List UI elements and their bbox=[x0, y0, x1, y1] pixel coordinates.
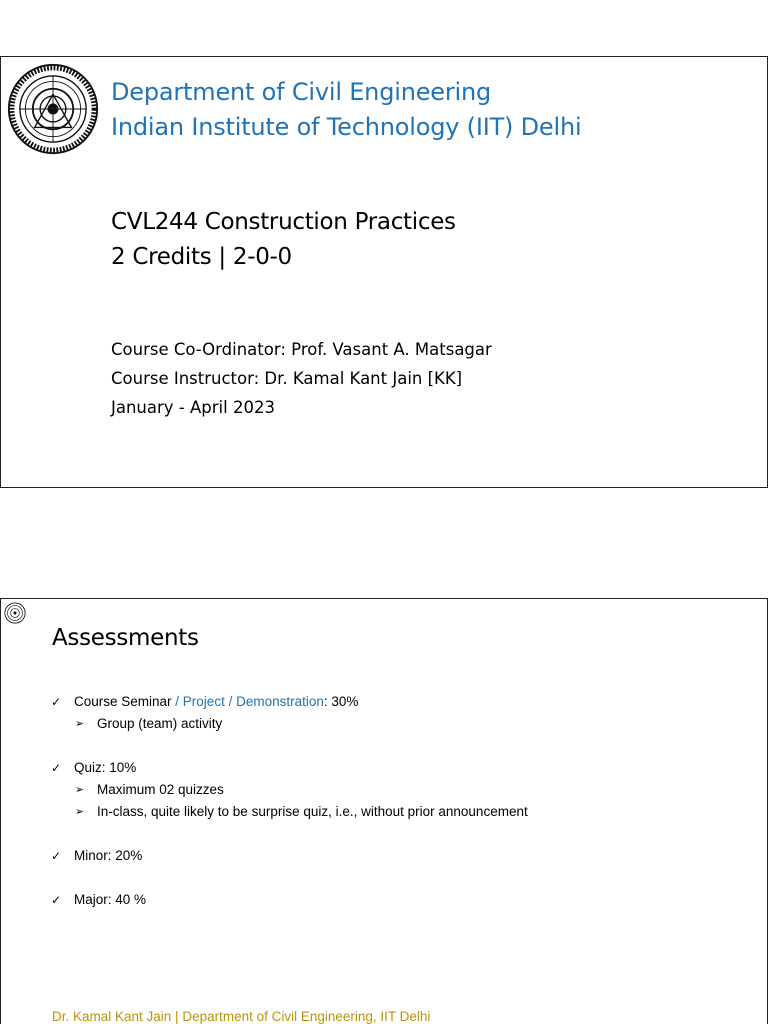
course-credits: 2 Credits | 2-0-0 bbox=[111, 244, 292, 270]
list-item bbox=[51, 691, 751, 713]
sub-item-text: Maximum 02 quizzes bbox=[97, 782, 224, 797]
sub-list-item bbox=[51, 801, 751, 823]
list-item bbox=[51, 845, 751, 867]
sub-list-item bbox=[51, 779, 751, 801]
item-label: Major: 40 % bbox=[74, 892, 147, 907]
arrowhead-bullet-icon: ➢ bbox=[75, 805, 85, 818]
sub-list-item bbox=[51, 713, 751, 735]
item-label-plain: Course Seminar bbox=[74, 694, 176, 709]
check-icon: ✓ bbox=[51, 893, 62, 907]
check-icon: ✓ bbox=[51, 761, 62, 775]
institute-name: Indian Institute of Technology (IIT) Delhi bbox=[111, 113, 582, 141]
course-title-block bbox=[111, 205, 456, 275]
course-code-title: CVL244 Construction Practices bbox=[111, 209, 456, 235]
slide-heading: Assessments bbox=[52, 625, 199, 651]
item-label: Minor: 20% bbox=[74, 848, 143, 863]
item-value: : 30% bbox=[323, 694, 359, 709]
list-item bbox=[51, 889, 751, 911]
slide-footer: Dr. Kamal Kant Jain | Department of Civil Engineering, IIT Delhi bbox=[52, 1009, 431, 1024]
department-name: Department of Civil Engineering bbox=[111, 78, 492, 106]
course-term: January - April 2023 bbox=[111, 398, 275, 417]
iit-delhi-seal-logo-small bbox=[4, 602, 26, 624]
assessment-list bbox=[51, 691, 751, 911]
arrowhead-bullet-icon: ➢ bbox=[75, 717, 85, 730]
iit-delhi-seal-logo bbox=[7, 63, 99, 155]
course-instructor: Course Instructor: Dr. Kamal Kant Jain [KK] bbox=[111, 369, 463, 388]
list-item bbox=[51, 757, 751, 779]
check-icon: ✓ bbox=[51, 695, 62, 709]
item-label-blue: / Project / Demonstration bbox=[175, 694, 324, 709]
title-slide bbox=[0, 56, 768, 488]
sub-item-text: Group (team) activity bbox=[97, 716, 223, 731]
sub-item-text: In-class, quite likely to be surprise quiz, i.e., without prior announcement bbox=[97, 804, 528, 819]
course-info-block bbox=[111, 335, 492, 422]
assessments-slide bbox=[0, 598, 768, 1024]
arrowhead-bullet-icon: ➢ bbox=[75, 783, 85, 796]
header-title bbox=[111, 75, 581, 145]
course-coordinator: Course Co-Ordinator: Prof. Vasant A. Matsagar bbox=[111, 340, 492, 359]
check-icon: ✓ bbox=[51, 849, 62, 863]
item-label: Quiz: 10% bbox=[74, 760, 137, 775]
